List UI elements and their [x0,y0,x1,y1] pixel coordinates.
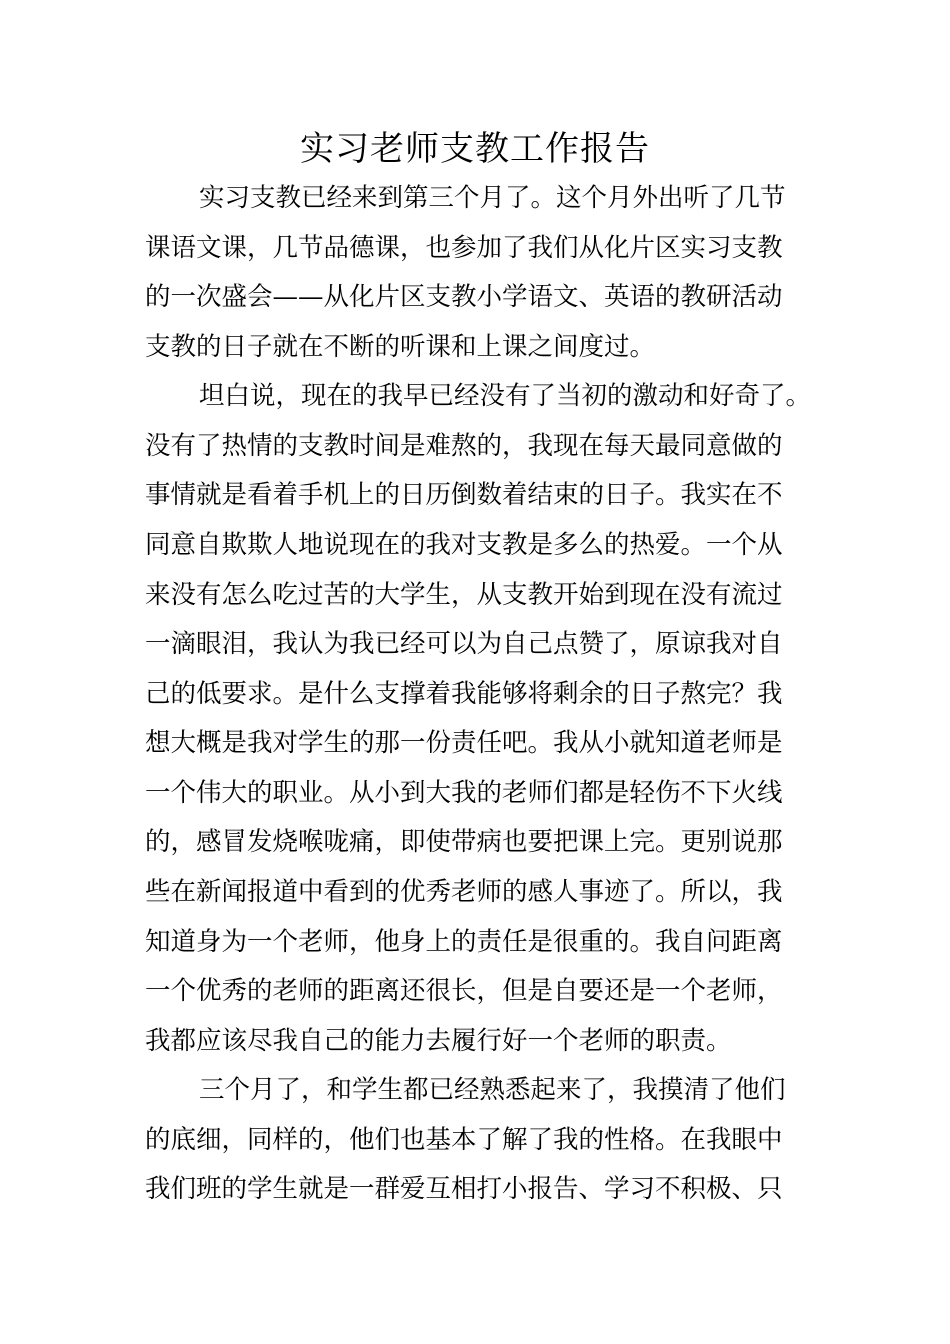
paragraph-2-line-8: 想大概是我对学生的那一份责任吧。我从小就知道老师是 [145,728,783,758]
paragraph-2-line-13: 一个优秀的老师的距离还很长，但是自要还是一个老师， [145,976,783,1006]
paragraph-3-line-3: 我们班的学生就是一群爱互相打小报告、学习不积极、只 [145,1174,783,1204]
paragraph-2-line-14: 我都应该尽我自己的能力去履行好一个老师的职责。 [145,1026,732,1056]
paragraph-1-line-3: 的一次盛会——从化片区支教小学语文、英语的教研活动 [145,282,783,312]
paragraph-1-line-4: 支教的日子就在不断的听课和上课之间度过。 [145,332,656,362]
paragraph-3-line-2: 的底细，同样的，他们也基本了解了我的性格。在我眼中 [145,1125,783,1155]
paragraph-2-line-2: 没有了热情的支教时间是难熬的，我现在每天最同意做的 [145,431,783,461]
paragraph-3-line-1: 三个月了，和学生都已经熟悉起来了，我摸清了他们 [199,1075,786,1105]
paragraph-2-line-3: 事情就是看着手机上的日历倒数着结束的日子。我实在不 [145,480,783,510]
paragraph-2-line-12: 知道身为一个老师，他身上的责任是很重的。我自问距离 [145,927,783,957]
paragraph-2-line-10: 的，感冒发烧喉咙痛，即使带病也要把课上完。更别说那 [145,827,783,857]
paragraph-1-line-2: 课语文课，几节品德课，也参加了我们从化片区实习支教 [145,233,783,263]
paragraph-2-line-5: 来没有怎么吃过苦的大学生，从支教开始到现在没有流过 [145,580,783,610]
paragraph-2-line-6: 一滴眼泪，我认为我已经可以为自己点赞了，原谅我对自 [145,629,783,659]
paragraph-2-line-7: 己的低要求。是什么支撑着我能够将剩余的日子熬完？我 [145,679,783,709]
document-title: 实习老师支教工作报告 [300,129,650,169]
paragraph-2-line-9: 一个伟大的职业。从小到大我的老师们都是轻伤不下火线 [145,778,783,808]
paragraph-2-line-4: 同意自欺欺人地说现在的我对支教是多么的热爱。一个从 [145,530,783,560]
paragraph-2-line-11: 些在新闻报道中看到的优秀老师的感人事迹了。所以，我 [145,877,783,907]
paragraph-1-line-1: 实习支教已经来到第三个月了。这个月外出听了几节 [199,183,786,213]
paragraph-2-line-1: 坦白说，现在的我早已经没有了当初的激动和好奇了。 [199,381,812,411]
